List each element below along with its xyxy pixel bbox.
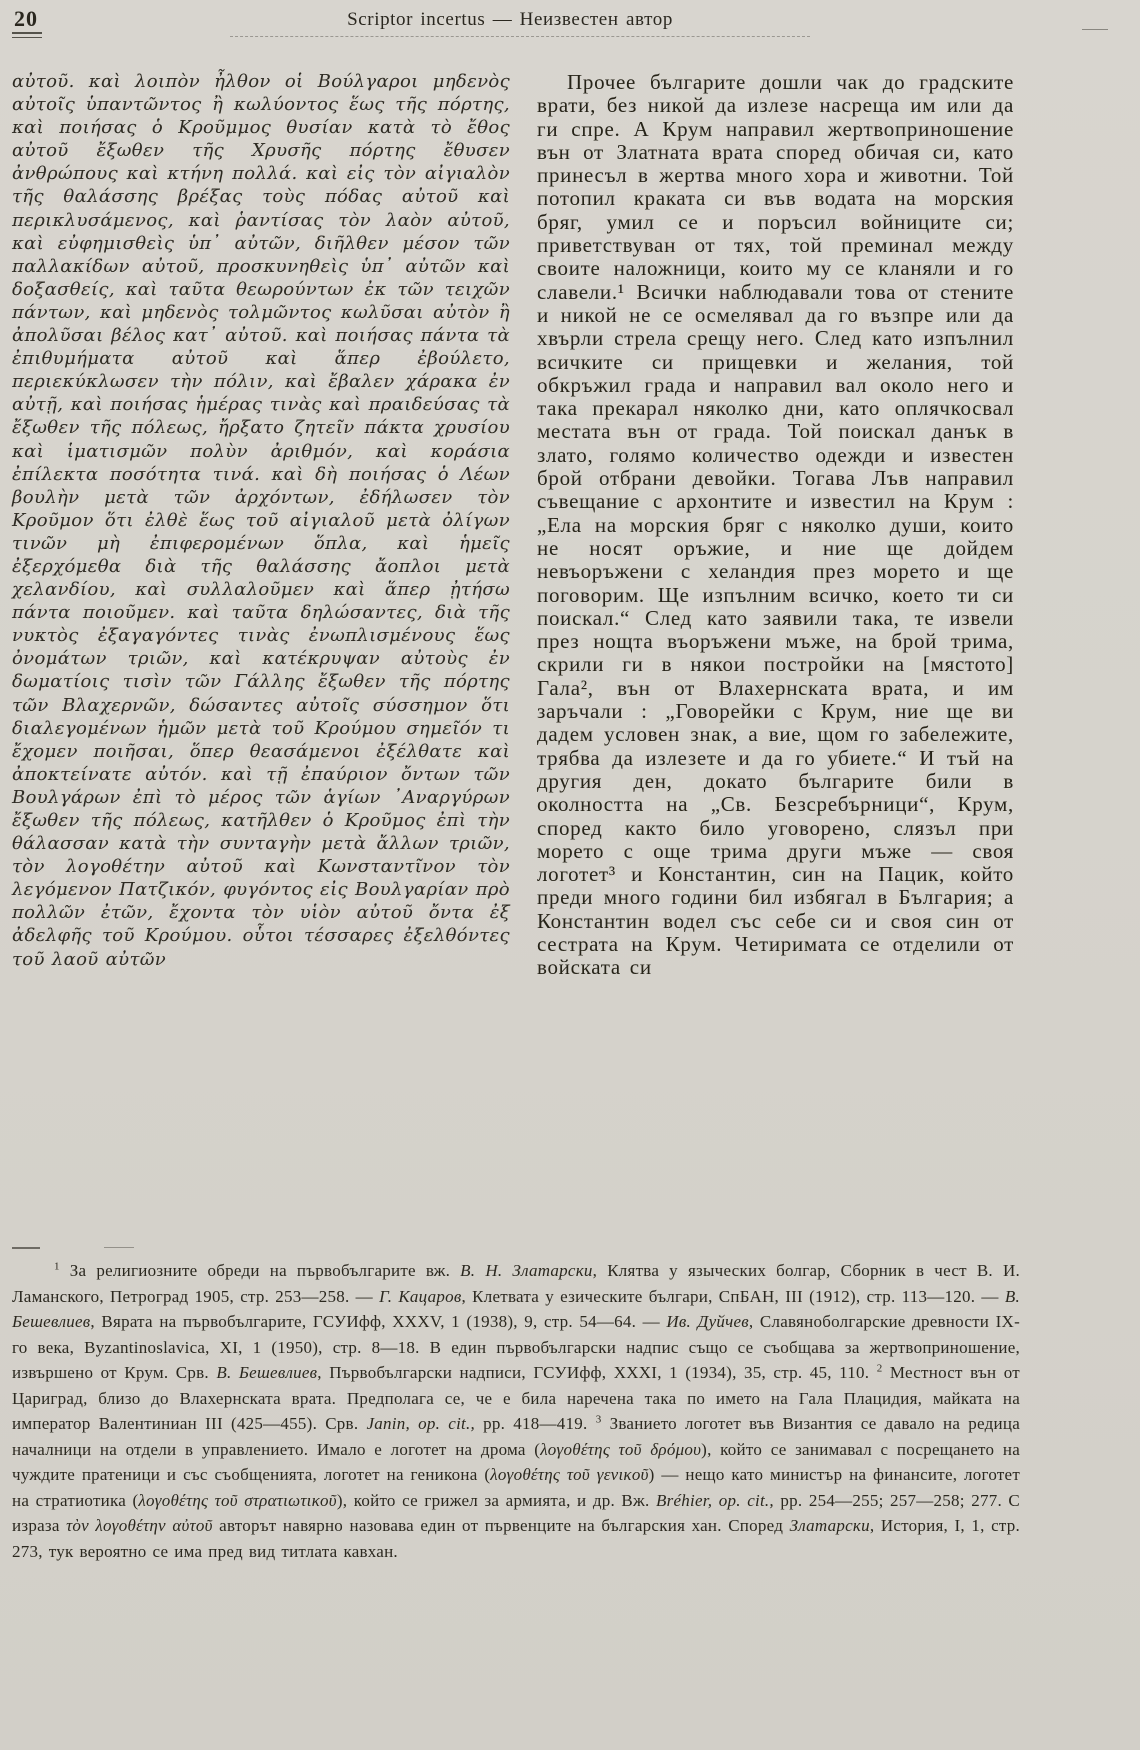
footnotes-block: $^1$ За религиозните обреди на първобългарите вж. В. Н. Златарски, Клятва у языческих болгар, Сборник в чест В. И. Ламанского, Петроград 1905, стр. 253—258. — Г. Кацаров, Клетвата у езическите българи, СпБАН, III (1912), стр. 113—120. — В. Бешевлиев, Вярата на първобългарите, ГСУИфф, XXXV, 1 (1938), 9, стр. 54—64. — Ив. Дуйчев, Славяноболгарские древности IX-го века, Byzantinoslavica, XI, 1 (1950), стр. 8—18. В един първобългарски надпис също се съобщава за жертвоприношение, извършено от Крум. Срв. В. Бешевлиев, Първобългарски надписи, ГСУИфф, XXXI, 1 (1934), 35, стр. 45, 110. $^2$ Местност вън от Цариград, близо до Влахернската врата. Предполага се, че е била наречена така по името на Гала Плацидия, майката на император Валентиниан III (425—455). Срв. Janin, op. cit., pp. 418—419. $^3$ Званието логотет във Византия се давало на редица началници на отдели в управлението. Имало е логотет на дрома (λογοθέτης τοῦ δρόμου), който се занимавал с посрещането на чуждите пратеници и със съобщенията, логотет на геникона (λογοθέτης τοῦ γενικοῦ) — нещо като министър на финансите, логотет на стратиотика (λογοθέτης τοῦ στρατιωτικοῦ), който се грижел за армията, и др. Вж. Bréhier, op. cit., pp. 254—255; 257—258; 277. С израза τὸν λογοθέτην αὐτοῦ авторът навярно назовава един от първенците на българския хан. Според Златарски, История, I, 1, стр. 273, тук вероятно се има пред вид титлата кавхан. xyxy=(12,1260,1021,1561)
scan-dash-top-right xyxy=(1082,29,1108,30)
scan-dashed-header-rule xyxy=(230,36,810,37)
footnote-separator-rule xyxy=(12,1247,40,1249)
scan-rule-under-page-number-2 xyxy=(12,37,42,38)
greek-source-text-column: αὐτοῦ. καὶ λοιπὸν ἦλθον οἱ Βούλγαροι μηδενὸς αὐτοῖς ὑπαντῶντος ἢ κωλύοντος ἕως τῆς πόρτης, καὶ ποιήσας ὁ Κροῦμμος θυσίαν κατὰ τὸ ἔθος αὐτοῦ ἔξωθεν τῆς Χρυσῆς πόρτης ἔθυσεν ἀνθρώπους καὶ κτήνη πολλά. καὶ εἰς τὸν αἰγιαλὸν τῆς θαλάσσης βρέξας τοὺς πόδας αὐτοῦ καὶ περικλυσάμενος, καὶ ῥαντίσας τὸν λαὸν αὐτοῦ, καὶ εὐφημισθεὶς ὑπ᾽ αὐτῶν, διῆλθεν μέσον τῶν παλλακίδων αὐτοῦ, προσκυνηθεὶς ὑπ᾽ αὐτῶν καὶ δοξασθείς, καὶ ταῦτα θεωρούντων ἐκ τῶν τειχῶν πάντων, καὶ μηδενὸς τολμῶντος κωλῦσαι αὐτὸν ἢ ἀπολῦσαι βέλος κατ᾽ αὐτοῦ. καὶ ποιήσας πάντα τὰ ἐπιθυμήματα αὐτοῦ καὶ ἅπερ ἐβούλετο, περιεκύκλωσεν τὴν πόλιν, καὶ ἔβαλεν χάρακα ἐν αὐτῇ, καὶ ποιήσας ἡμέρας τινὰς καὶ πραιδεύσας τὰ ἔξωθεν τῆς πόλεως, ἤρξατο ζητεῖν πάκτα χρυσίου καὶ ἱματισμῶν πολὺν ἀριθμόν, καὶ κοράσια ἐπίλεκτα ποσότητα τινά. καὶ δὴ ποιήσας ὁ Λέων βουλὴν μετὰ τῶν ἀρχόντων, ἐδήλωσεν τὸν Κροῦμον ὅτι ἐλθὲ ἕως τοῦ αἰγιαλοῦ μετὰ ὀλίγων τινῶν μὴ ἐπιφερομένων ὅπλα, καὶ ἡμεῖς ἐξερχόμεθα διὰ τῆς θαλάσσης ἄοπλοι μετὰ χελανδίου, καὶ συλλαλοῦμεν καὶ ἅπερ ᾐτήσω πάντα ποιοῦμεν. καὶ ταῦτα δηλώσαντες, διὰ τῆς νυκτὸς ἐξαγαγόντες τινὰς ἐνωπλισμένους ἕως ὀνομάτων τριῶν, καὶ κατέκρυψαν αὐτοὺς ἐν δωματίοις τισὶν τῶν Γάλλης ἔξωθεν τῆς πόρτης τῶν Βλαχερνῶν, δώσαντες αὐτοῖς σύσσημον ὅτι διαλεγομένων ἡμῶν μετὰ τοῦ Κρούμου σημεῖόν τι ἔχομεν ποιῆσαι, ὅπερ θεασάμενοι ἐξέλθατε καὶ ἀποκτείνατε αὐτόν. καὶ τῇ ἐπαύριον ὄντων τῶν Βουλγάρων ἐπὶ τὸ μέρος τῶν ἁγίων ᾽Αναργύρων ἔξωθεν τῆς πόλεως, κατῆλθεν ὁ Κροῦμος ἐπὶ τὴν θάλασσαν κατὰ τὴν συνταγὴν μετὰ ἄλλων τριῶν, τὸν λογοθέτην αὐτοῦ καὶ Κωνσταντῖνον τὸν λεγόμενον Πατζικόν, φυγόντος εἰς Βουλγαρίαν πρὸ πολλῶν ἐτῶν, ἔχοντα τὸν υἱὸν αὐτοῦ ὄντα ἐξ ἀδελφῆς τοῦ Κρούμου. οὗτοι τέσσαρες ἐξελθόντες τοῦ λαοῦ αὐτῶν xyxy=(12,71,510,970)
running-title: Scriptor incertus — Неизвестен автор xyxy=(347,9,673,30)
page-number: 20 xyxy=(14,6,38,31)
bulgarian-translation-column: Прочее българите дошли чак до градските врати, без никой да излезе насреща им или да ги спре. А Крум направил жертвоприношение вън от Златната врата според обичая си, като принесъл в жертва много хора и животни. Той потопил краката си във водата на морския бряг, умил се и поръсил войниците си; приветствуван от тях, той преминал между своите наложници, които му се кланяли и го славели.¹ Всички наблюдавали това от стените и никой не се осмелявал да го възпре или да хвърли стрела срещу него. След като изпълнил всичките си прищевки и желания, той обкръжил града и направил вал около него и така прекарал няколко дни, като оплячкосвал местата вън от града. Той поискал данък в злато, голямо количество одежди и известен брой отбрани девойки. Тогава Лъв направил съвещание с архонтите и известил на Крум : „Ела на морския бряг с няколко души, които не носят оръжие, и ние ще дойдем невъоръжени с хеландия през морето и ще поговорим. Ще изпълним всичко, което ти си поискал.“ След като заявили така, те извели през нощта въоръжени мъже, на брой трима, скрили ги в някои постройки на [мястото] Гала², вън от Влахернската врата, и им заръчали : „Говорейки с Крум, ние ще ви дадем условен знак, а вие, щом го забележите, трябва да излезете и да го убиете.“ И тъй на другия ден, докато българите били в околността на „Св. Безсребърници“, Крум, според както било уговорено, слязъл при морето с още трима други мъже — своя логотет³ и Константин, син на Пацик, който преди много години бил избягал в България; а Константин водел със себе си и своя син от сестрата на Крум. Четиримата се отделили от войската си xyxy=(537,70,1014,980)
footnote-separator-rule-2 xyxy=(104,1247,134,1248)
scan-rule-under-page-number xyxy=(12,32,42,34)
